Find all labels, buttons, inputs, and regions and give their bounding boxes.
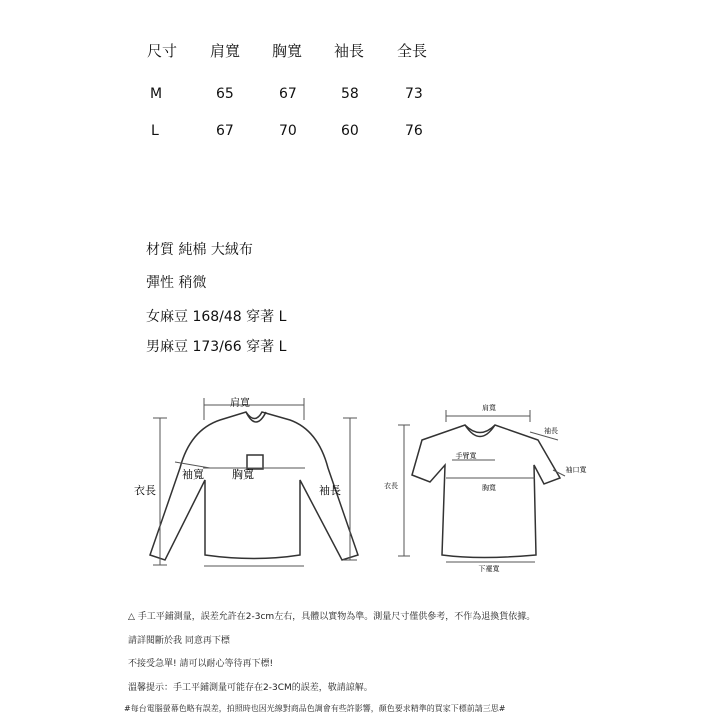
male-model-line: 男麻豆 173/66 穿著 L <box>146 339 287 355</box>
header-length: 全長 <box>397 42 428 60</box>
row-m-shoulder: 65 <box>216 86 234 102</box>
note-line-3: 不接受急單! 請可以耐心等待再下標! <box>128 659 274 669</box>
short-armhole-label: 手臂寬 <box>455 452 477 460</box>
row-l-length: 76 <box>405 123 423 139</box>
short-cuff-label: 袖口寬 <box>565 466 587 474</box>
row-m-sleeve: 58 <box>341 86 359 102</box>
note-line-2: 請詳閱斷於我 同意再下標 <box>128 636 230 646</box>
short-length-label: 衣長 <box>384 482 398 490</box>
row-l-sleeve: 60 <box>341 123 359 139</box>
row-m-size: M <box>150 86 163 102</box>
long-chest-label: 胸寬 <box>232 468 254 481</box>
header-chest: 胸寬 <box>272 42 303 60</box>
header-size: 尺寸 <box>147 42 178 60</box>
elasticity-line: 彈性 稍微 <box>146 275 207 291</box>
long-sleeve-inner-label: 袖寬 <box>182 468 204 481</box>
row-m-length: 73 <box>405 86 423 102</box>
long-sleeve-length-label: 袖長 <box>319 484 341 497</box>
female-model-line: 女麻豆 168/48 穿著 L <box>146 309 287 325</box>
row-m-chest: 67 <box>279 86 297 102</box>
short-sleeve-length-label: 袖長 <box>544 427 558 435</box>
short-shoulder-label: 肩寬 <box>482 404 496 412</box>
row-l-size: L <box>151 123 159 139</box>
note-line-5: #每台電腦螢幕色略有誤差，拍照時也因光線對商品色調會有些許影響，顏色要求精準的買家下標前請三思# <box>124 704 506 713</box>
long-shoulder-label: 肩寬 <box>230 398 250 409</box>
short-chest-label: 胸寬 <box>482 484 496 492</box>
material-line: 材質 純棉 大絨布 <box>146 242 253 258</box>
row-l-chest: 70 <box>279 123 297 139</box>
short-hem-label: 下襬寬 <box>478 565 500 573</box>
header-shoulder: 肩寬 <box>210 42 241 60</box>
note-line-1: △ 手工平鋪測量，誤差允許在2-3cm左右，具體以實物為準。測量尺寸僅供參考，不作為退換貨依據。 <box>128 612 536 622</box>
long-length-label: 衣長 <box>134 484 156 497</box>
header-sleeve: 袖長 <box>334 42 365 60</box>
note-line-4: 溫馨提示：手工平鋪測量可能存在2-3CM的誤差，敬請諒解。 <box>128 683 373 693</box>
row-l-shoulder: 67 <box>216 123 234 139</box>
long-sleeve-measure-lines <box>153 398 357 566</box>
